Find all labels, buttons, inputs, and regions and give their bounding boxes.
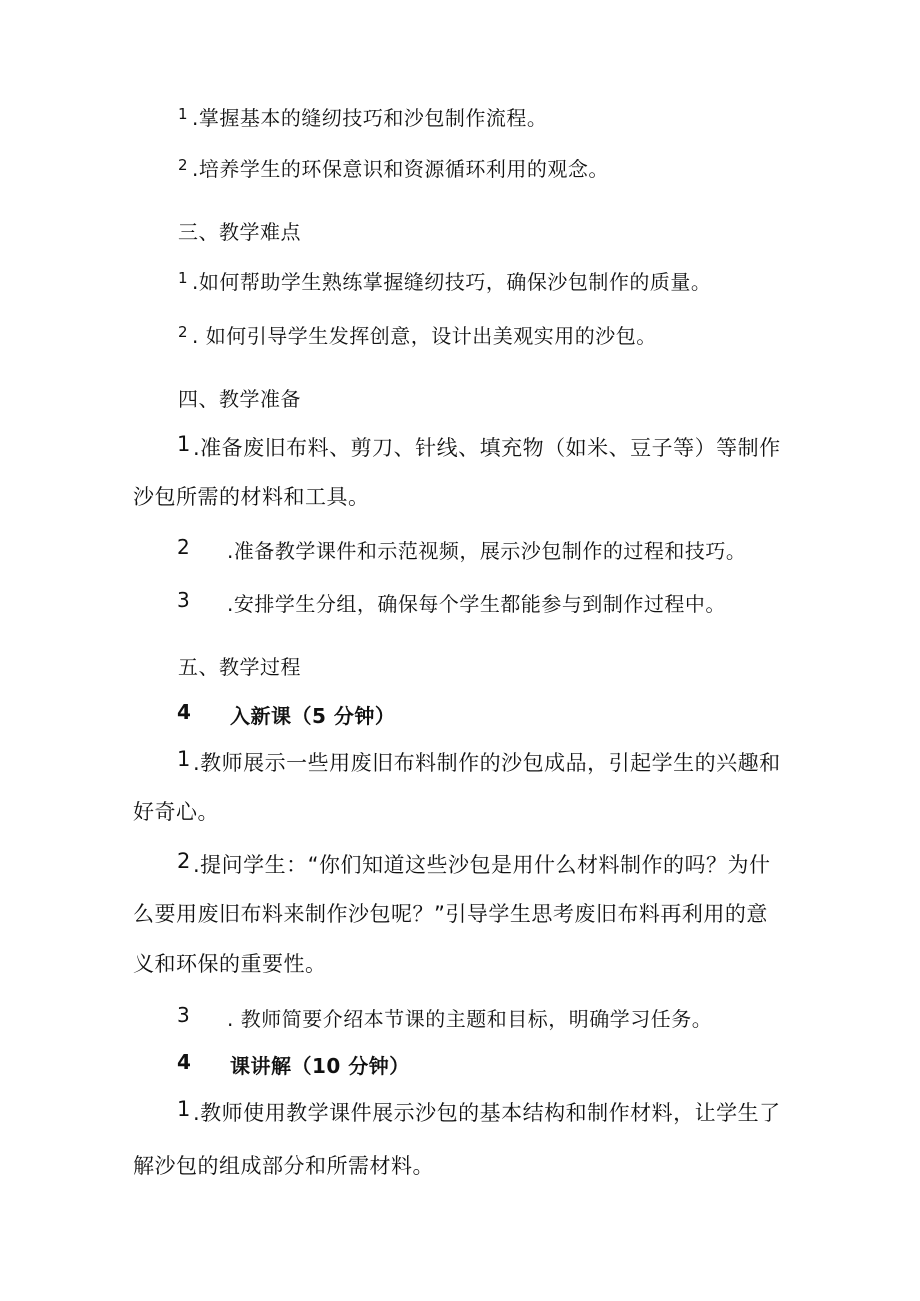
item-text: 义和环保的重要性。: [133, 952, 327, 976]
item-text: 好奇心。: [133, 800, 219, 824]
item-number: 1: [177, 1097, 191, 1121]
item-text: .安排学生分组，确保每个学生都能参与到制作过程中。: [227, 592, 726, 616]
item-text: 课讲解（10 分钟）: [230, 1054, 410, 1078]
item-text: 入新课（5 分钟）: [230, 704, 396, 728]
section-heading: 三、教学难点: [178, 220, 301, 244]
item-text: .教师使用教学课件展示沙包的基本结构和制作材料，让学生了: [193, 1101, 781, 1125]
item-number: 3: [177, 588, 191, 612]
item-text: 解沙包的组成部分和所需材料。: [133, 1154, 434, 1178]
section-heading: 五、教学过程: [178, 655, 301, 679]
section-heading: 四、教学准备: [178, 387, 301, 411]
item-number: 2: [177, 535, 191, 559]
item-text: 么要用废旧布料来制作沙包呢？”引导学生思考废旧布料再利用的意: [133, 902, 768, 926]
item-text: 沙包所需的材料和工具。: [133, 485, 370, 509]
item-text: .教师展示一些用废旧布料制作的沙包成品，引起学生的兴趣和: [193, 751, 781, 775]
item-number: 2: [178, 156, 189, 174]
item-number: 1: [178, 105, 189, 123]
item-number: 4: [177, 700, 192, 724]
item-text: .提问学生：“你们知道这些沙包是用什么材料制作的吗？为什: [193, 853, 771, 877]
item-number: 1: [178, 269, 189, 287]
item-number: 3: [177, 1003, 191, 1027]
item-text: . 如何引导学生发挥创意，设计出美观实用的沙包。: [192, 324, 657, 348]
item-number: 1: [177, 432, 191, 456]
item-text: .准备教学课件和示范视频，展示沙包制作的过程和技巧。: [227, 539, 747, 563]
item-text: .如何帮助学生熟练掌握缝纫技巧，确保沙包制作的质量。: [192, 270, 712, 294]
item-number: 2: [178, 323, 189, 341]
item-text: .掌握基本的缝纫技巧和沙包制作流程。: [192, 106, 548, 130]
item-text: .培养学生的环保意识和资源循环利用的观念。: [192, 157, 609, 181]
item-text: . 教师简要介绍本节课的主题和目标，明确学习任务。: [227, 1007, 713, 1031]
item-text: .准备废旧布料、剪刀、针线、填充物（如米、豆子等）等制作: [193, 436, 781, 460]
item-number: 1: [177, 747, 191, 771]
item-number: 4: [177, 1050, 192, 1074]
item-number: 2: [177, 849, 191, 873]
